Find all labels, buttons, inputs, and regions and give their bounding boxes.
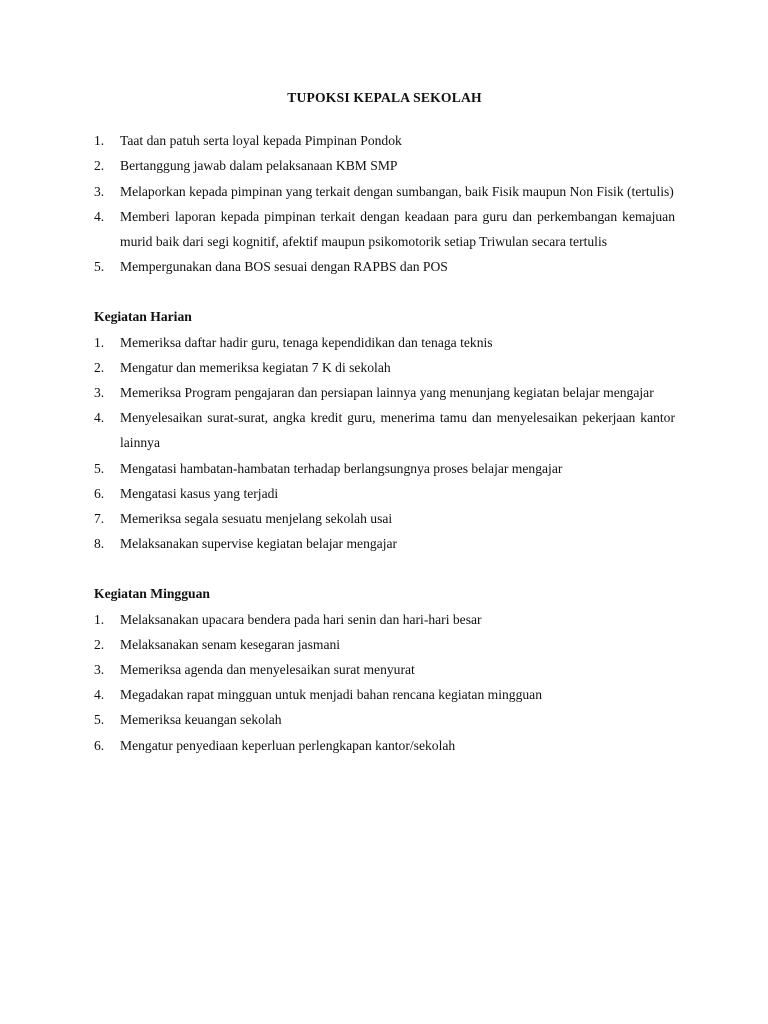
list-item (94, 481, 675, 506)
item-text: Taat dan patuh serta loyal kepada Pimpinan Pondok (120, 133, 402, 149)
item-text: Mengatur dan memeriksa kegiatan 7 K di sekolah (120, 359, 391, 375)
item-text: Megadakan rapat mingguan untuk menjadi bahan rencana kegiatan mingguan (120, 687, 543, 703)
list-item (94, 380, 675, 405)
item-number: 2. (94, 158, 105, 174)
item-text: Mempergunakan dana BOS sesuai dengan RAPBS dan POS (120, 259, 448, 275)
item-text: Memeriksa Program pengajaran dan persiapan lainnya yang menunjang kegiatan belajar mengajar (120, 385, 654, 401)
list-item (94, 355, 675, 380)
item-text: Menyelesaikan surat-surat, angka kredit guru, menerima tamu dan menyelesaikan pekerjaan kantor lainnya (120, 410, 675, 451)
item-text: Memeriksa agenda dan menyelesaikan surat menyurat (120, 662, 415, 678)
item-number: 6. (94, 737, 105, 753)
document-page (94, 85, 675, 758)
item-text: Melaksanakan upacara bendera pada hari senin dan hari-hari besar (120, 611, 482, 627)
item-text: Memeriksa keuangan sekolah (120, 712, 282, 728)
list-item (94, 733, 675, 758)
list-item (94, 682, 675, 707)
item-text: Melaksanakan supervise kegiatan belajar mengajar (120, 536, 398, 552)
section-gap (94, 556, 675, 581)
item-number: 6. (94, 485, 105, 501)
list-item (94, 330, 675, 355)
item-number: 5. (94, 460, 105, 476)
item-number: 8. (94, 536, 105, 552)
item-text: Bertanggung jawab dalam pelaksanaan KBM SMP (120, 158, 398, 174)
item-number: 4. (94, 687, 105, 703)
list-item (94, 607, 675, 632)
item-number: 5. (94, 712, 105, 728)
list-item (94, 531, 675, 556)
item-number: 4. (94, 410, 105, 426)
item-text: Memberi laporan kepada pimpinan terkait dengan keadaan para guru dan perkembangan kemajuan murid baik dari segi kognitif, afektif maupun psikomotorik setiap Triwulan secara tertulis (120, 208, 675, 250)
item-text: Melaporkan kepada pimpinan yang terkait dengan sumbangan, baik Fisik maupun Non Fisik (tertulis) (120, 183, 674, 199)
list-item (94, 506, 675, 531)
list-item (94, 179, 675, 204)
item-text: Memeriksa segala sesuatu menjelang sekolah usai (120, 511, 393, 527)
list-item (94, 456, 675, 481)
list-item (94, 204, 675, 254)
item-number: 7. (94, 511, 105, 527)
main-duties-list (94, 128, 675, 279)
section-heading-mingguan: Kegiatan Mingguan (94, 586, 210, 602)
item-text: Melaksanakan senam kesegaran jasmani (120, 636, 341, 652)
item-number: 3. (94, 385, 105, 401)
item-number: 3. (94, 662, 105, 678)
item-number: 3. (94, 183, 105, 199)
item-number: 1. (94, 334, 105, 350)
item-number: 2. (94, 359, 105, 375)
list-item (94, 707, 675, 732)
section-gap (94, 279, 675, 304)
list-item (94, 153, 675, 178)
item-text: Mengatur penyediaan keperluan perlengkapan kantor/sekolah (120, 737, 456, 753)
list-item (94, 405, 675, 455)
daily-activities-list (94, 330, 675, 557)
item-number: 1. (94, 133, 105, 149)
section-heading-harian: Kegiatan Harian (94, 309, 192, 325)
item-text: Memeriksa daftar hadir guru, tenaga kependidikan dan tenaga teknis (120, 334, 493, 350)
item-number: 4. (94, 208, 105, 224)
item-number: 2. (94, 636, 105, 652)
item-number: 5. (94, 259, 105, 275)
weekly-activities-list (94, 607, 675, 758)
item-number: 1. (94, 611, 105, 627)
list-item (94, 128, 675, 153)
list-item (94, 632, 675, 657)
list-item (94, 254, 675, 279)
list-item (94, 657, 675, 682)
item-text: Mengatasi hambatan-hambatan terhadap berlangsungnya proses belajar mengajar (120, 460, 563, 476)
item-text: Mengatasi kasus yang terjadi (120, 485, 279, 501)
document-title: TUPOKSI KEPALA SEKOLAH (287, 90, 482, 105)
